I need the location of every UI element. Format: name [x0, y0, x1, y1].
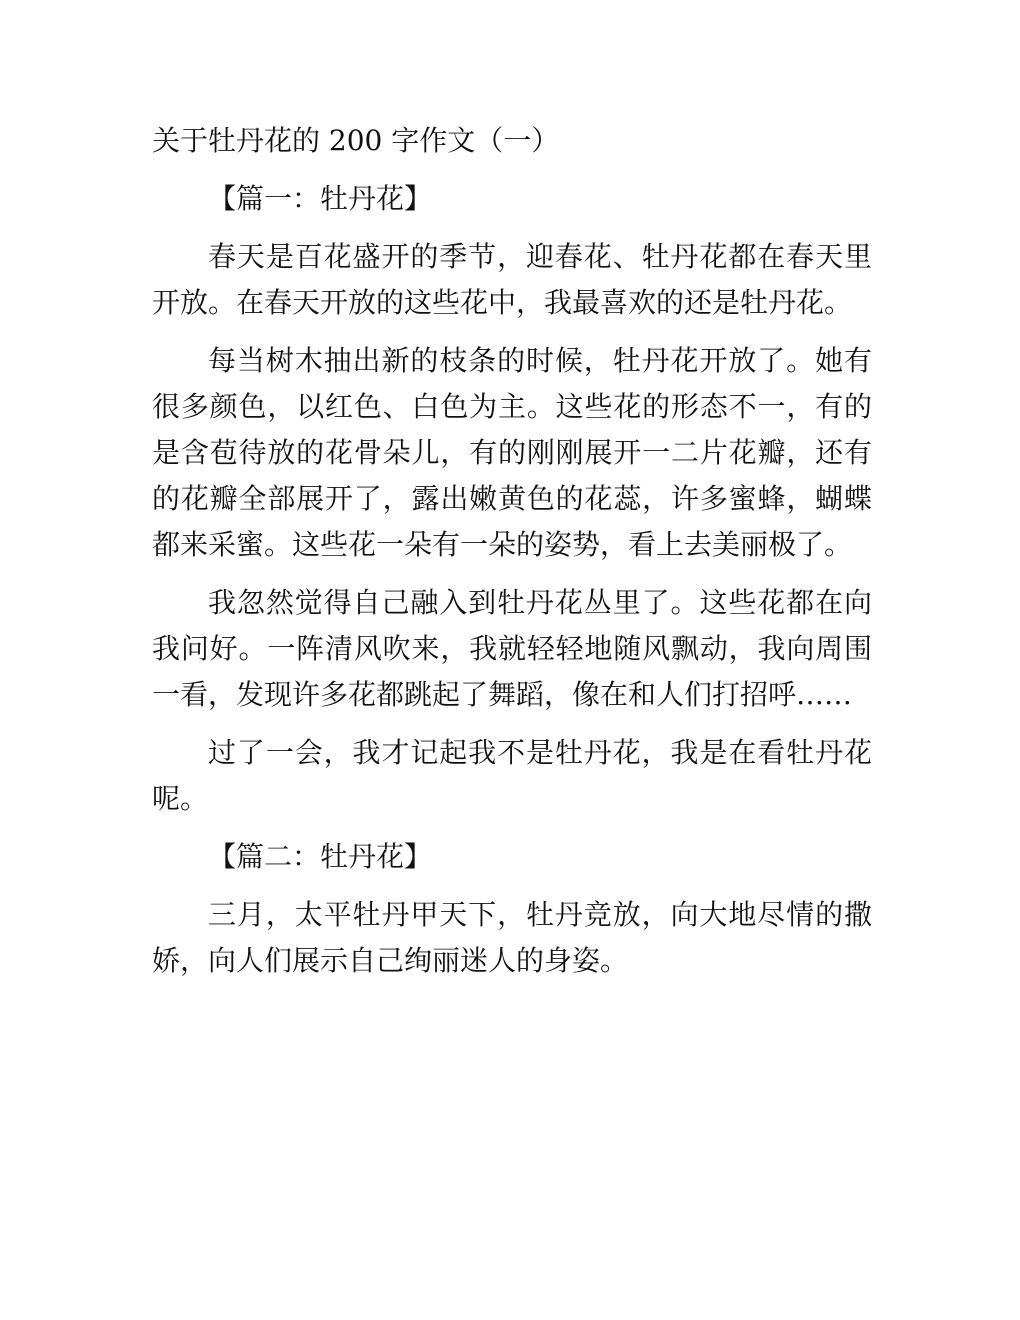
paragraph: 过了一会，我才记起我不是牡丹花，我是在看牡丹花呢。 [152, 736, 872, 815]
section-heading-2: 【篇二：牡丹花】 [208, 840, 433, 873]
section-heading-1: 【篇一：牡丹花】 [208, 182, 433, 215]
document-title: 关于牡丹花的 200 字作文（一） [152, 124, 560, 157]
paragraph: 三月，太平牡丹甲天下，牡丹竞放，向大地尽情的撒娇，向人们展示自己绚丽迷人的身姿。 [152, 898, 872, 977]
document-body [152, 118, 872, 996]
paragraph: 春天是百花盛开的季节，迎春花、牡丹花都在春天里开放。在春天开放的这些花中，我最喜欢的还是牡丹花。 [152, 240, 872, 319]
paragraph: 我忽然觉得自己融入到牡丹花丛里了。这些花都在向我问好。一阵清风吹来，我就轻轻地随风飘动，我向周围一看，发现许多花都跳起了舞蹈，像在和人们打招呼…… [152, 586, 872, 711]
paragraph: 每当树木抽出新的枝条的时候，牡丹花开放了。她有很多颜色，以红色、白色为主。这些花的形态不一，有的是含苞待放的花骨朵儿，有的刚刚展开一二片花瓣，还有的花瓣全部展开了，露出嫩黄色的花蕊，许多蜜蜂，蝴蝶都来采蜜。这些花一朵有一朵的姿势，看上去美丽极了。 [152, 344, 872, 561]
